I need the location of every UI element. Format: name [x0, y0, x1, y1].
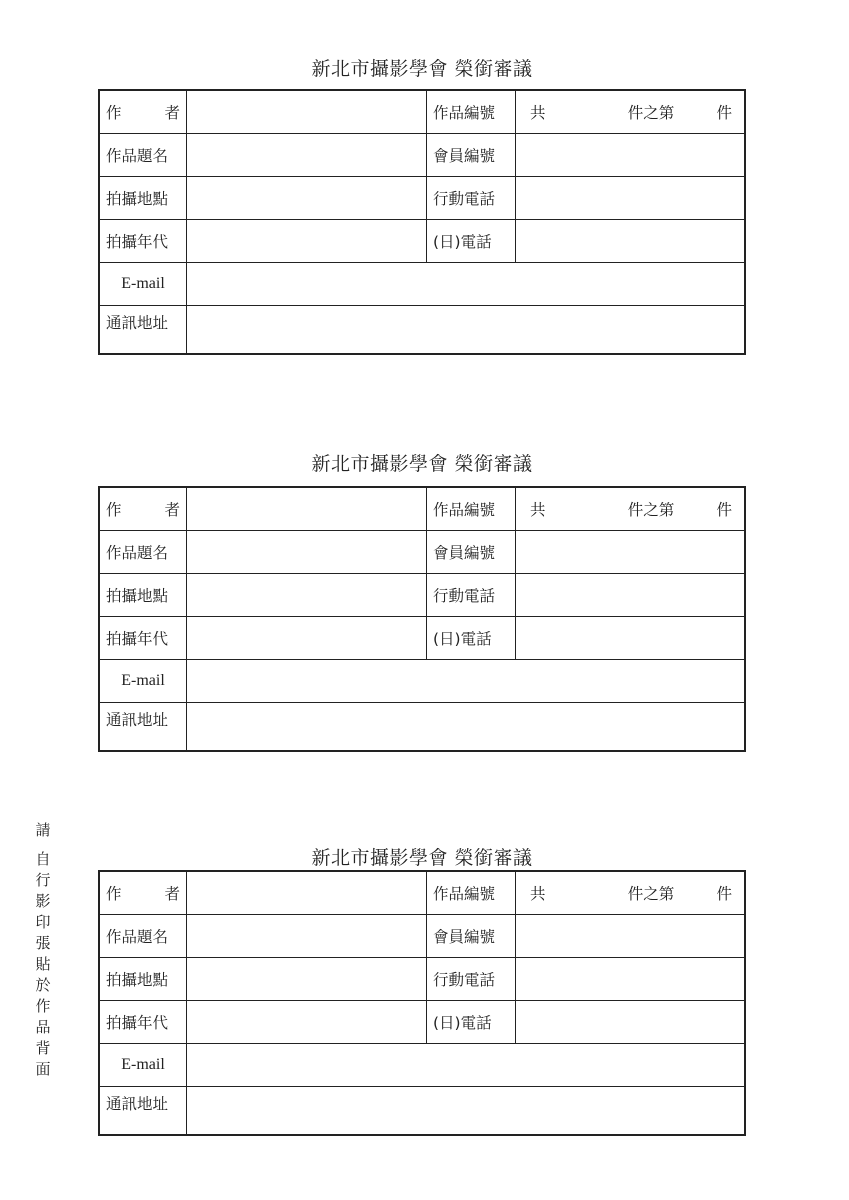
author-field[interactable] [187, 871, 427, 915]
side-note-char: 印 [35, 913, 51, 931]
location-field[interactable] [187, 574, 427, 617]
side-note-gap [33, 841, 53, 849]
side-note-char: 品 [35, 1018, 51, 1036]
count-label-c: 件 [716, 501, 732, 519]
member-no-label: 會員編號 [427, 531, 516, 574]
work-no-label: 作品編號 [427, 90, 516, 134]
author-label-b: 者 [164, 501, 180, 519]
location-label: 拍攝地點 [99, 958, 187, 1001]
form-table [98, 486, 746, 752]
author-label-a: 作 [106, 885, 122, 903]
side-note-char: 自 [35, 850, 51, 868]
side-note-char: 行 [35, 871, 51, 889]
work-count-field[interactable] [516, 871, 746, 915]
title-field[interactable] [187, 531, 427, 574]
count-label-c: 件 [716, 104, 732, 122]
mobile-label: 行動電話 [427, 574, 516, 617]
member-no-field[interactable] [516, 531, 746, 574]
mobile-field[interactable] [516, 958, 746, 1001]
side-note-char: 張 [35, 934, 51, 952]
day-phone-label: (日)電話 [427, 1001, 516, 1044]
year-label: 拍攝年代 [99, 617, 187, 660]
count-label-c: 件 [716, 885, 732, 903]
email-label: E-mail [99, 1044, 187, 1087]
day-phone-field[interactable] [516, 1001, 746, 1044]
count-label-a: 共 [530, 104, 546, 122]
email-label: E-mail [99, 660, 187, 703]
email-field[interactable] [187, 660, 746, 703]
year-label: 拍攝年代 [99, 1001, 187, 1044]
address-field[interactable] [187, 306, 746, 355]
day-phone-field[interactable] [516, 617, 746, 660]
side-note-char: 作 [35, 997, 51, 1015]
author-field[interactable] [187, 487, 427, 531]
member-no-label: 會員編號 [427, 134, 516, 177]
email-label: E-mail [99, 263, 187, 306]
location-label: 拍攝地點 [99, 177, 187, 220]
day-phone-label: (日)電話 [427, 220, 516, 263]
count-label-a: 共 [530, 885, 546, 903]
year-field[interactable] [187, 617, 427, 660]
address-label: 通訊地址 [99, 703, 187, 752]
address-label: 通訊地址 [99, 306, 187, 355]
mobile-field[interactable] [516, 574, 746, 617]
side-note-char: 影 [35, 892, 51, 910]
form-title: 新北市攝影學會 榮銜審議 [311, 847, 533, 869]
member-no-field[interactable] [516, 134, 746, 177]
count-label-b: 件之第 [627, 104, 675, 122]
work-no-label: 作品編號 [427, 871, 516, 915]
author-label [99, 871, 187, 915]
form-title: 新北市攝影學會 榮銜審議 [311, 453, 533, 475]
side-note-char: 於 [35, 976, 51, 994]
work-no-label: 作品編號 [427, 487, 516, 531]
email-field[interactable] [187, 1044, 746, 1087]
year-label: 拍攝年代 [99, 220, 187, 263]
title-label: 作品題名 [99, 134, 187, 177]
side-note-char: 貼 [35, 955, 51, 973]
day-phone-field[interactable] [516, 220, 746, 263]
author-label-a: 作 [106, 501, 122, 519]
author-field[interactable] [187, 90, 427, 134]
side-note-char: 背 [35, 1039, 51, 1057]
address-field[interactable] [187, 1087, 746, 1136]
side-note-char: 請 [35, 821, 51, 839]
count-label-b: 件之第 [627, 885, 675, 903]
location-field[interactable] [187, 177, 427, 220]
title-field[interactable] [187, 915, 427, 958]
location-label: 拍攝地點 [99, 574, 187, 617]
form-title: 新北市攝影學會 榮銜審議 [311, 58, 533, 80]
author-label [99, 487, 187, 531]
form-table [98, 870, 746, 1136]
count-label-b: 件之第 [627, 501, 675, 519]
title-field[interactable] [187, 134, 427, 177]
author-label-b: 者 [164, 885, 180, 903]
day-phone-label: (日)電話 [427, 617, 516, 660]
side-note-char: 面 [35, 1060, 51, 1078]
mobile-label: 行動電話 [427, 958, 516, 1001]
author-label [99, 90, 187, 134]
address-field[interactable] [187, 703, 746, 752]
member-no-label: 會員編號 [427, 915, 516, 958]
email-field[interactable] [187, 263, 746, 306]
title-label: 作品題名 [99, 915, 187, 958]
title-label: 作品題名 [99, 531, 187, 574]
author-label-a: 作 [106, 104, 122, 122]
count-label-a: 共 [530, 501, 546, 519]
mobile-label: 行動電話 [427, 177, 516, 220]
year-field[interactable] [187, 1001, 427, 1044]
member-no-field[interactable] [516, 915, 746, 958]
author-label-b: 者 [164, 104, 180, 122]
mobile-field[interactable] [516, 177, 746, 220]
address-label: 通訊地址 [99, 1087, 187, 1136]
location-field[interactable] [187, 958, 427, 1001]
work-count-field[interactable] [516, 90, 746, 134]
year-field[interactable] [187, 220, 427, 263]
side-note [33, 820, 53, 1080]
form-table [98, 89, 746, 355]
work-count-field[interactable] [516, 487, 746, 531]
